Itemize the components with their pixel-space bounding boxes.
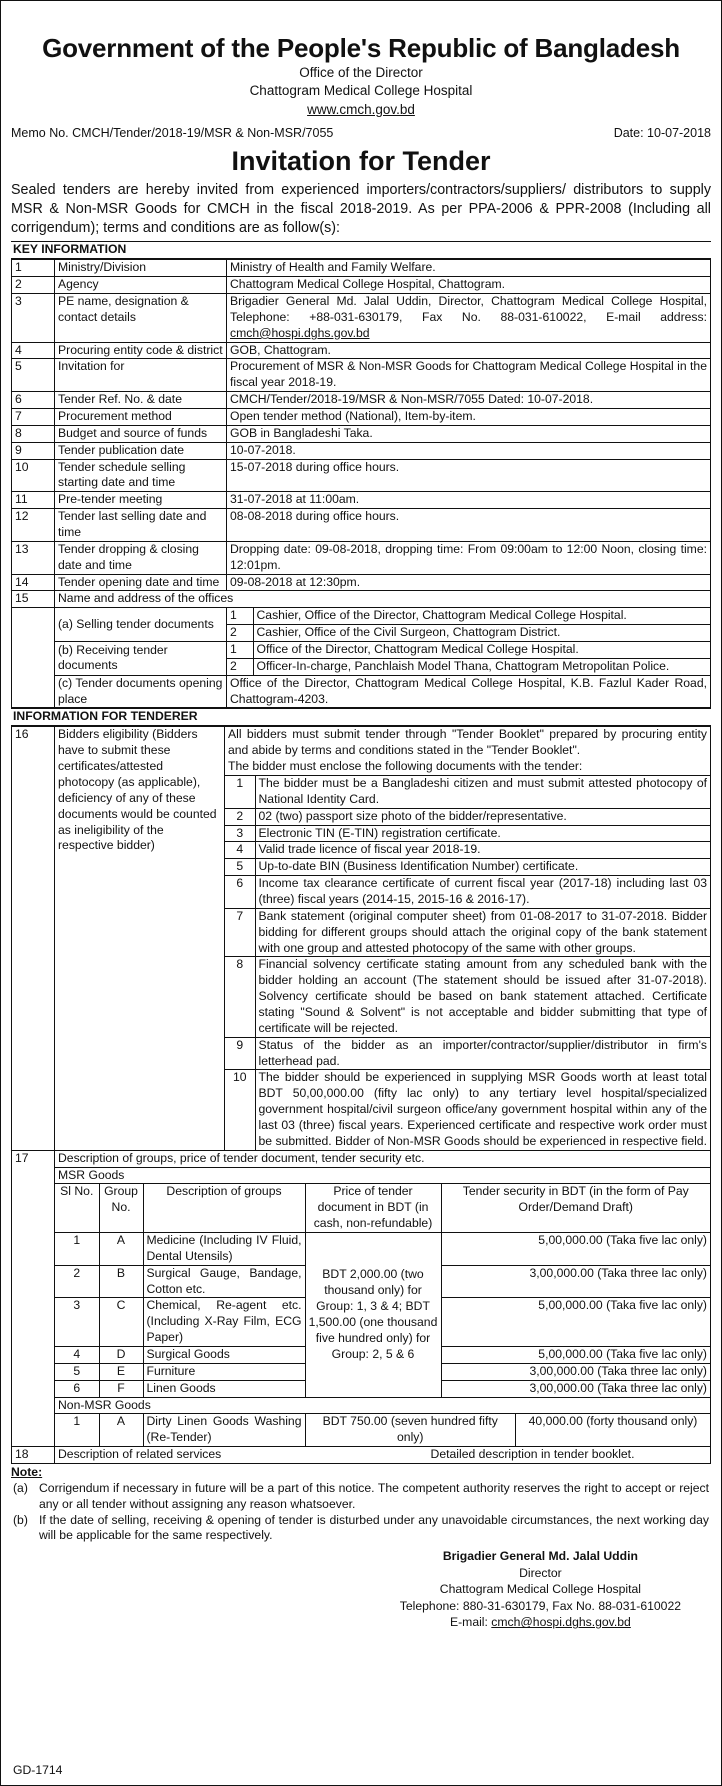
key-info-row: [12, 509, 711, 542]
eligibility-item-number: 1: [225, 775, 255, 808]
msr-security: 3,00,000.00 (Taka three lac only): [441, 1380, 710, 1397]
header-description: Description of groups: [143, 1184, 305, 1233]
intro-paragraph: Sealed tenders are hereby invited from experienced importers/contractors/suppliers/ distributors to supply MSR & Non-MSR Goods for CMCH in the fiscal 2018-2019. As per PPA-2006 & PPR-2008 (Including all corrigendum); terms and conditions are as follow(s):: [11, 181, 711, 236]
row-15-label: Name and address of the offices: [55, 591, 711, 608]
key-info-number: 11: [12, 492, 55, 509]
msr-description: Surgical Gauge, Bandage, Cotton etc.: [143, 1265, 305, 1298]
key-info-value: 08-08-2018 during office hours.: [227, 509, 711, 542]
key-info-label: Tender dropping & closing date and time: [55, 541, 227, 574]
bidders-eligibility-label: Bidders eligibility (Bidders have to submit these certificates/attested photocopy (as applicable), deficiency of any of these documents would be counted as ineligibility of the respective bidder): [55, 727, 225, 1150]
key-info-value: 15-07-2018 during office hours.: [227, 459, 711, 492]
groups-label: Description of groups, price of tender document, tender security etc.: [58, 1150, 425, 1165]
pe-email[interactable]: cmch@hospi.dghs.gov.bd: [230, 325, 370, 340]
opening-label: (c) Tender documents opening place: [55, 675, 227, 708]
non-msr-price: BDT 750.00 (seven hundred fifty only): [306, 1414, 516, 1446]
eligibility-item-number: 9: [225, 1037, 255, 1070]
receiving-office-number: 1: [227, 642, 253, 658]
msr-description: Surgical Goods: [143, 1347, 305, 1364]
header-sl-no: Sl No.: [55, 1184, 99, 1233]
eligibility-item-text: Valid trade licence of fiscal year 2018-19.: [255, 842, 710, 859]
eligibility-item-number: 7: [225, 908, 255, 957]
website-link[interactable]: www.cmch.gov.bd: [307, 101, 415, 117]
non-msr-security: 40,000.00 (forty thousand only): [528, 1414, 698, 1429]
key-info-label: Tender Ref. No. & date: [55, 392, 227, 409]
msr-security: 3,00,000.00 (Taka three lac only): [441, 1265, 710, 1298]
selling-office: Cashier, Office of the Director, Chattogram Medical College Hospital.: [253, 608, 710, 624]
eligibility-item: [225, 842, 710, 859]
eligibility-item-number: 8: [225, 957, 255, 1037]
eligibility-item-text: The bidder must be a Bangladeshi citizen and must submit attested photocopy of National Identity Card.: [255, 775, 710, 808]
opening-place: Office of the Director, Chattogram Medical College Hospital, K.B. Fazlul Kader Road, Chattogram-4203.: [227, 675, 711, 708]
key-info-label: Budget and source of funds: [55, 425, 227, 442]
key-info-value: 31-07-2018 at 11:00am.: [227, 492, 711, 509]
receiving-office: Officer-In-charge, Panchlaish Model Thana, Chattogram Metropolitan Police.: [253, 658, 710, 674]
key-info-number: 13: [12, 541, 55, 574]
key-info-number: 5: [12, 359, 55, 392]
eligibility-item: [225, 825, 710, 842]
key-info-number: 1: [12, 260, 55, 277]
signatory-name: Brigadier General Md. Jalal Uddin: [442, 1549, 638, 1564]
non-msr-goods-label: Non-MSR Goods: [55, 1397, 710, 1414]
key-info-row: [12, 409, 711, 426]
key-info-value: Procurement of MSR & Non-MSR Goods for Chattogram Medical College Hospital in the fiscal year 2018-19.: [227, 359, 711, 392]
eligibility-item-text: 02 (two) passport size photo of the bidder/representative.: [255, 808, 710, 825]
key-info-value: Dropping date: 09-08-2018, dropping time: From 09:00am to 12:00 Noon, closing time: 12:01pm.: [227, 541, 711, 574]
key-info-label: PE name, designation & contact details: [55, 294, 227, 343]
non-msr-description: Dirty Linen Goods Washing (Re-Tender): [143, 1414, 305, 1446]
signatory-email[interactable]: cmch@hospi.dghs.gov.bd: [491, 1615, 631, 1630]
non-msr-sl: 1: [55, 1414, 99, 1446]
msr-group: C: [99, 1298, 143, 1347]
key-info-value: CMCH/Tender/2018-19/MSR & Non-MSR/7055 Dated: 10-07-2018.: [227, 392, 711, 409]
header-price: Price of tender document in BDT (in cash, non-refundable): [305, 1184, 441, 1233]
key-info-value: Open tender method (National), Item-by-item.: [227, 409, 711, 426]
msr-sl: 4: [55, 1347, 99, 1364]
key-info-label: Tender opening date and time: [55, 574, 227, 591]
key-info-label: Invitation for: [55, 359, 227, 392]
key-info-row: [12, 492, 711, 509]
receiving-office-number: 2: [227, 658, 253, 674]
key-information-table: [11, 259, 711, 708]
eligibility-item: [225, 808, 710, 825]
selling-label: (a) Selling tender documents: [55, 608, 227, 642]
groups-table: [55, 1183, 710, 1446]
key-info-number: 7: [12, 409, 55, 426]
eligibility-item: [225, 775, 710, 808]
selling-office-number: 2: [227, 625, 253, 641]
row-17-number: 17: [12, 1150, 55, 1446]
msr-sl: 6: [55, 1380, 99, 1397]
eligibility-item-number: 5: [225, 859, 255, 876]
signatory-hospital: Chattogram Medical College Hospital: [439, 1582, 641, 1597]
footer-code: GD-1714: [13, 1763, 63, 1778]
key-info-number: 8: [12, 425, 55, 442]
key-information-heading: KEY INFORMATION: [11, 241, 711, 259]
header-group-no: Group No.: [99, 1184, 143, 1233]
msr-group: D: [99, 1347, 143, 1364]
key-info-row: [12, 459, 711, 492]
key-info-row: [12, 342, 711, 359]
msr-description: Chemical, Re-agent etc. (Including X-Ray Film, ECG Paper): [143, 1298, 305, 1347]
key-info-value: GOB in Bangladeshi Taka.: [227, 425, 711, 442]
key-info-value: GOB, Chattogram.: [227, 342, 711, 359]
msr-description: Furniture: [143, 1363, 305, 1380]
related-services-value: Detailed description in tender booklet.: [430, 1447, 635, 1462]
receiving-label: (b) Receiving tender documents: [55, 642, 227, 676]
key-info-label: Procuring entity code & district: [55, 342, 227, 359]
selling-office-number: 1: [227, 608, 253, 624]
office-name: Office of the Director: [299, 65, 423, 81]
msr-group: F: [99, 1380, 143, 1397]
note-text: If the date of selling, receiving & opening of tender is disturbed under any unavoidable circumstances, the next working day will be applicable for the same respectively.: [39, 1512, 709, 1543]
tenderer-information-heading: INFORMATION FOR TENDERER: [11, 708, 711, 726]
msr-security: 5,00,000.00 (Taka five lac only): [441, 1347, 710, 1364]
header-security: Tender security in BDT (in the form of Pay Order/Demand Draft): [441, 1184, 710, 1233]
msr-goods-label: MSR Goods: [55, 1167, 710, 1184]
key-info-row: [12, 392, 711, 409]
notes-list: [11, 1481, 711, 1544]
key-info-label: Ministry/Division: [55, 260, 227, 277]
key-info-row: [12, 294, 711, 343]
key-info-row: [12, 574, 711, 591]
tenderer-information-table: [11, 726, 711, 1464]
document-title: Invitation for Tender: [231, 146, 491, 177]
note-text: Corrigendum if necessary in future will be a part of this notice. The competent authority reserves the right to accept or reject any or all tender without assigning any reason whatsoever.: [39, 1480, 709, 1511]
key-info-row: [12, 541, 711, 574]
signatory-phone: Telephone: 880-31-630179, Fax No. 88-031-610022: [399, 1598, 681, 1613]
key-info-row: [12, 442, 711, 459]
key-info-number: 14: [12, 574, 55, 591]
msr-group: B: [99, 1265, 143, 1298]
eligibility-item: [225, 859, 710, 876]
eligibility-item: [225, 957, 710, 1037]
eligibility-item-number: 2: [225, 808, 255, 825]
eligibility-item-number: 3: [225, 825, 255, 842]
government-title: Government of the People's Republic of Bangladesh: [42, 33, 680, 63]
key-info-value: 10-07-2018.: [227, 442, 711, 459]
eligibility-item-text: Bank statement (original computer sheet) from 01-08-2017 to 31-07-2018. Bidder bidding for different groups should attach the original copy of the bank statement with one group and attested photocopy of the same with other groups.: [255, 908, 710, 957]
key-info-label: Tender last selling date and time: [55, 509, 227, 542]
msr-group: E: [99, 1363, 143, 1380]
msr-description: Medicine (Including IV Fluid, Dental Utensils): [143, 1232, 305, 1265]
msr-sl: 2: [55, 1265, 99, 1298]
row-16-number: 16: [12, 727, 55, 1150]
selling-office: Cashier, Office of the Civil Surgeon, Chattogram District.: [253, 625, 710, 641]
key-info-value: Ministry of Health and Family Welfare.: [227, 260, 711, 277]
msr-security: 5,00,000.00 (Taka five lac only): [441, 1298, 710, 1347]
eligibility-documents-list: [225, 775, 710, 1150]
note-heading: Note:: [11, 1465, 43, 1480]
eligibility-item-text: Electronic TIN (E-TIN) registration certificate.: [255, 825, 710, 842]
key-info-row: [12, 260, 711, 277]
memo-number: Memo No. CMCH/Tender/2018-19/MSR & Non-MSR/7055: [11, 125, 334, 140]
hospital-name: Chattogram Medical College Hospital: [249, 83, 473, 99]
key-info-label: Pre-tender meeting: [55, 492, 227, 509]
eligibility-item: [225, 908, 710, 957]
note-marker: (a): [13, 1480, 28, 1495]
eligibility-item: [225, 1070, 710, 1150]
eligibility-item-number: 4: [225, 842, 255, 859]
key-info-number: 2: [12, 277, 55, 294]
eligibility-item-number: 10: [225, 1070, 255, 1150]
eligibility-intro-2: The bidder must enclose the following documents with the tender:: [228, 759, 583, 774]
key-info-label: Tender schedule selling starting date and time: [55, 459, 227, 492]
key-info-number: 10: [12, 459, 55, 492]
msr-group-row: [55, 1232, 710, 1265]
signatory-designation: Director: [519, 1565, 562, 1580]
msr-sl: 3: [55, 1298, 99, 1347]
eligibility-item-text: Status of the bidder as an importer/contractor/supplier/distributor in firm's letterhead pad.: [255, 1037, 710, 1070]
row-18-number: 18: [12, 1447, 55, 1464]
note-marker: (b): [13, 1512, 28, 1527]
key-info-row: [12, 359, 711, 392]
msr-sl: 1: [55, 1232, 99, 1265]
msr-security: 3,00,000.00 (Taka three lac only): [441, 1363, 710, 1380]
key-info-number: 4: [12, 342, 55, 359]
eligibility-item: [225, 876, 710, 909]
eligibility-item-text: The bidder should be experienced in supplying MSR Goods worth at least total BDT 50,00,000.00 (fifty lac only) to any tertiary level hospital/specialized government hospital/civil surgeon office/any government hospital within any of the last 03 (three) fiscal years. Experienced certificate and respective work order must be submitted. Bidder of Non-MSR Goods should be experienced in respective field.: [255, 1070, 710, 1150]
receiving-office: Office of the Director, Chattogram Medical College Hospital.: [253, 642, 710, 658]
memo-row: [11, 125, 711, 141]
key-info-row: [12, 425, 711, 442]
msr-group: A: [99, 1232, 143, 1265]
key-info-number: 9: [12, 442, 55, 459]
msr-tender-price: BDT 2,000.00 (two thousand only) for Group: 1, 3 & 4; BDT 1,500.00 (one thousand five hundred only) for Group: 2, 5 & 6: [305, 1232, 441, 1397]
msr-security: 5,00,000.00 (Taka five lac only): [441, 1232, 710, 1265]
key-info-row: [12, 277, 711, 294]
key-info-value: Brigadier General Md. Jalal Uddin, Director, Chattogram Medical College Hospital, Telephone: +88-031-630179, Fax No. 88-031-610022, E-mail address: cmch@hospi.dghs.gov.bd: [227, 294, 711, 343]
eligibility-item-text: Up-to-date BIN (Business Identification Number) certificate.: [255, 859, 710, 876]
signature-block: [11, 1548, 711, 1631]
key-info-value: 09-08-2018 at 12:30pm.: [227, 574, 711, 591]
key-info-label: Procurement method: [55, 409, 227, 426]
msr-description: Linen Goods: [143, 1380, 305, 1397]
key-info-label: Agency: [55, 277, 227, 294]
eligibility-item-number: 6: [225, 876, 255, 909]
eligibility-intro: All bidders must submit tender through "Tender Booklet" prepared by procuring entity and abide by terms and conditions stated in the "Tender Booklet".: [228, 727, 707, 758]
non-msr-group: A: [99, 1414, 143, 1446]
key-info-number: 3: [12, 294, 55, 343]
row-15-number: 15: [12, 591, 55, 608]
key-info-number: 12: [12, 509, 55, 542]
signatory-email-label: E-mail:: [449, 1615, 492, 1630]
key-info-label: Tender publication date: [55, 442, 227, 459]
memo-date: Date: 10-07-2018: [613, 125, 711, 140]
eligibility-item: [225, 1037, 710, 1070]
related-services-label: Description of related services: [58, 1447, 222, 1462]
key-info-value: Chattogram Medical College Hospital, Chattogram.: [227, 277, 711, 294]
msr-sl: 5: [55, 1363, 99, 1380]
eligibility-item-text: Financial solvency certificate stating amount from any scheduled bank with the bidder holding an account (The statement should be issued after 31-07-2018). Solvency certificate should be based on bank statement attached. Certificate stating "Sound & Solvent" is not acceptable and bidder submitting that type of certificate will be rejected.: [255, 957, 710, 1037]
key-info-number: 6: [12, 392, 55, 409]
eligibility-item-text: Income tax clearance certificate of current fiscal year (2017-18) including last 03 (three) fiscal years (2014-15, 2015-16 & 2016-17).: [255, 876, 710, 909]
